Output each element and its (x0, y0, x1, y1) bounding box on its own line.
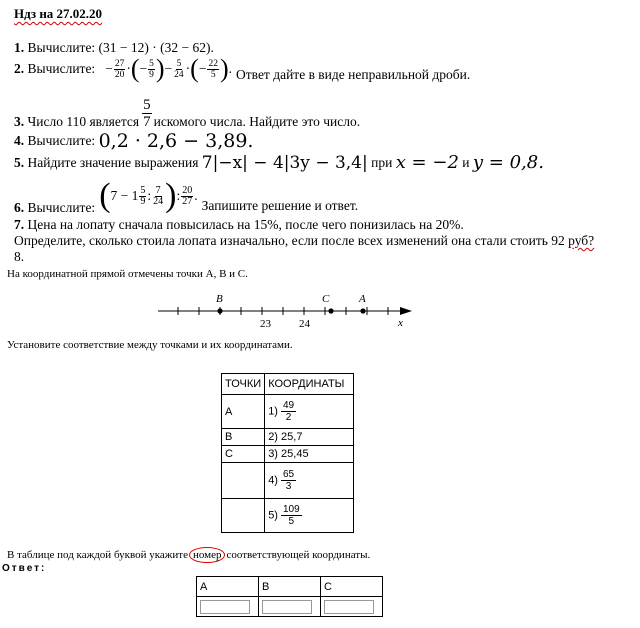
answer-col-b: B (259, 577, 321, 597)
label-c: C (322, 293, 330, 305)
answer-label: Ответ: (2, 563, 47, 574)
answer-input-c[interactable] (324, 600, 374, 614)
point-a (360, 308, 365, 313)
point-c (328, 308, 333, 313)
header-points: ТОЧКИ (222, 374, 265, 395)
q2-fraction-4: $\frac{22}{5}$ (208, 58, 218, 80)
q1-number: 1. (14, 40, 25, 55)
tick-24: 24 (299, 318, 310, 330)
q4-expression: 0,2 · 2,6 − 3,89. (98, 130, 254, 152)
q5-expression: 7|−x| − 4|3y − 3,4| (201, 152, 368, 173)
question-8-number: 8. (14, 249, 25, 264)
circled-word: номер (189, 547, 226, 563)
q2-fraction-2: $\frac{5}{9}$ (149, 58, 154, 80)
number-line (150, 290, 420, 332)
question-5: 5. Найдите значение выражения 7|−x| − 4|3y − 3,4| при x = −2 и y = 0,8. (14, 152, 544, 173)
answer-col-a: A (197, 577, 259, 597)
q1-text: Вычислите: (31 − 12) · (32 − 62). (27, 40, 214, 55)
header-coords: КООРДИНАТЫ (265, 374, 354, 395)
axis-arrow-icon (400, 307, 412, 315)
page-title: Ндз на 27.02.20 (14, 6, 103, 21)
question-4: 4. Вычислите: 0,2 · 2,6 − 3,89. (14, 130, 254, 152)
task-intro: На координатной прямой отмечены точки A, B и C. (7, 268, 248, 280)
answer-input-b[interactable] (262, 600, 312, 614)
bottom-instruction: В таблице под каждой буквой укажите номер соответствующей координаты. (7, 549, 371, 561)
question-2: 2. Вычислите: − $\frac{27}{20}$ · ( − $\frac{5}{9}$ ) − $\frac{5}{24}$ · ( − $\frac{22}{5}$ ) . Ответ дайте в виде неправильной дроби. (14, 54, 471, 83)
answer-table (196, 576, 383, 617)
correspondence-table: ТОЧКИ КООРДИНАТЫ A 1) $\frac{49}{2}$ B 2) 25,7 C 3) 25,45 4) $\frac{65}{3}$ 5) $\frac{109}{5}$ (221, 373, 354, 533)
answer-input-a[interactable] (200, 600, 250, 614)
question-7-line2: Определите, сколько стоила лопата изначально, если после всех изменений она стали стоить 92 руб? (14, 233, 595, 248)
question-3: 3. Число 110 является 5 7 искомого числа. Найдите это число. (14, 97, 361, 130)
axis-x-label: x (398, 317, 403, 329)
question-7-line1: 7. Цена на лопату сначала повысилась на 15%, после чего понизилась на 20%. (14, 217, 464, 232)
answer-col-c: C (321, 577, 383, 597)
question-6: 6. Вычислите: ( 7 − 1 $\frac{5}{9}$ : $\frac{7}{24}$ ) : $\frac{20}{27}$ . Запишите решение и ответ. (14, 177, 359, 215)
q2-fraction-1: $\frac{27}{20}$ (114, 58, 125, 80)
label-a: A (359, 293, 366, 305)
task-instruction: Установите соответствие между точками и их координатами. (7, 339, 293, 351)
q6-instruction: Запишите решение и ответ. (201, 198, 359, 213)
q3-fraction: 5 7 (143, 97, 151, 130)
q2-instruction: Ответ дайте в виде неправильной дроби. (236, 67, 471, 82)
tick-23: 23 (260, 318, 271, 330)
q2-fraction-3: $\frac{5}{24}$ (174, 58, 184, 80)
label-b: B (216, 293, 223, 305)
point-b (217, 308, 222, 313)
